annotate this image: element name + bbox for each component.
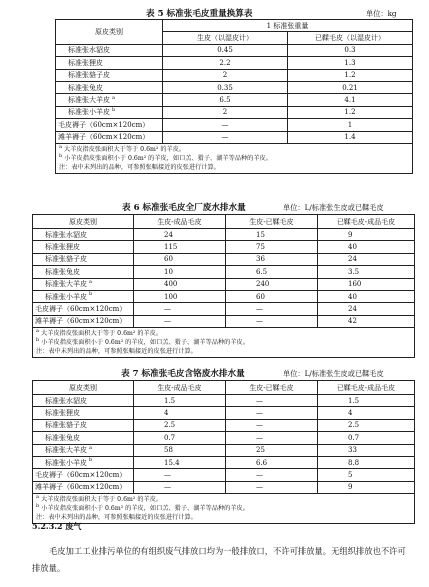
table-row xyxy=(56,69,413,81)
footnote-mark: a xyxy=(89,444,92,451)
header-raw: 生皮（以湿皮计） xyxy=(163,32,288,44)
note-b: 小羊皮指皮张面积小于 0.6m² 的羊皮，如口羔、猾子、湖羊等品种的羊皮。 xyxy=(64,154,272,162)
header-col1: 生皮-成品毛皮 xyxy=(134,215,226,229)
footnote-mark: b xyxy=(89,291,93,298)
header-group: 1 标准张重量 xyxy=(163,20,413,32)
row-label: 标准张兔皮 xyxy=(68,83,103,92)
cell-type xyxy=(33,407,134,419)
header-done: 已鞣毛皮（以湿皮计） xyxy=(288,32,413,44)
cell-a: — xyxy=(134,303,226,315)
table6-notes: $^a$ 大羊皮指皮张面积大于等于 0.6m² 的羊皮。 $^b$ 小羊皮指皮张面积小于 0.6m² 的羊皮，如口羔、猾子、湖羊等品种的羊皮。 注：表中未列出的品种，可参照张幅接近的皮张进行计算。 xyxy=(33,328,415,358)
table-notes-row xyxy=(33,328,415,358)
note-c: 注：表中未列出的品种，可参照张幅接近的皮张进行计算。 xyxy=(36,348,197,356)
cell-a: 15.4 xyxy=(134,456,226,468)
cell-b: 75 xyxy=(226,241,318,253)
table-row xyxy=(56,106,413,118)
header-type: 原皮类别 xyxy=(33,381,134,395)
table-notes-row xyxy=(56,143,413,173)
cell-c: 40 xyxy=(318,241,415,253)
cell-a: 0.7 xyxy=(134,432,226,444)
cell-done: 4.1 xyxy=(288,94,413,106)
cell-c: 9 xyxy=(318,229,415,241)
row-label: 标准张兔皮 xyxy=(45,267,80,276)
cell-type xyxy=(56,94,163,106)
row-label: 毛皮褥子（60cm×120cm） xyxy=(35,471,127,480)
row-label: 标准张水貂皮 xyxy=(68,46,110,55)
cell-b: — xyxy=(226,303,318,315)
cell-b: 36 xyxy=(226,253,318,265)
cell-b: 6.5 xyxy=(226,266,318,278)
cell-c: 160 xyxy=(318,278,415,290)
row-label: 毛皮褥子（60cm×120cm） xyxy=(58,120,150,129)
cell-a: — xyxy=(134,481,226,493)
cell-c: 3.5 xyxy=(318,266,415,278)
table-row xyxy=(33,481,415,493)
cell-b: — xyxy=(226,315,318,327)
cell-type xyxy=(33,395,134,407)
cell-type xyxy=(33,303,134,315)
cell-type xyxy=(56,106,163,118)
cell-type xyxy=(56,57,163,69)
cell-raw: 2 xyxy=(163,106,288,118)
table-row xyxy=(56,81,413,93)
table5-unit: 单位：kg xyxy=(366,9,397,18)
cell-type xyxy=(33,241,134,253)
cell-b: — xyxy=(226,419,318,431)
table-row xyxy=(33,469,415,481)
table6-title: 表 6 标准张毛皮全厂废水排水量 xyxy=(122,203,246,213)
footnote-mark: b xyxy=(89,457,93,464)
cell-type xyxy=(33,290,134,302)
header-col3: 已鞣毛皮-成品毛皮 xyxy=(318,381,415,395)
cell-type xyxy=(56,69,163,81)
table-row xyxy=(33,241,415,253)
row-label: 标准张小羊皮 xyxy=(68,108,110,117)
header-type: 原皮类别 xyxy=(56,20,163,45)
table-header-row xyxy=(33,215,415,229)
cell-a: 100 xyxy=(134,290,226,302)
cell-a: 4 xyxy=(134,407,226,419)
cell-raw: 0.35 xyxy=(163,81,288,93)
table-row xyxy=(33,407,415,419)
row-label: 标准张貉子皮 xyxy=(45,421,87,430)
cell-c: 4 xyxy=(318,407,415,419)
table7 xyxy=(32,380,415,524)
table-row xyxy=(33,315,415,327)
row-label: 滩羊褥子（60cm×120cm） xyxy=(35,317,127,326)
cell-done: 1.3 xyxy=(288,57,413,69)
cell-type xyxy=(33,253,134,265)
header-col1: 生皮-成品毛皮 xyxy=(134,381,226,395)
cell-raw: — xyxy=(163,119,288,131)
cell-a: — xyxy=(134,315,226,327)
table7-unit: 单位：L/标准张生皮或已鞣毛皮 xyxy=(283,369,384,378)
footnote-mark: a xyxy=(89,278,92,285)
cell-type xyxy=(33,315,134,327)
cell-b: 60 xyxy=(226,290,318,302)
cell-raw: 6.5 xyxy=(163,94,288,106)
cell-c: 5 xyxy=(318,469,415,481)
cell-type xyxy=(33,432,134,444)
table6-unit: 单位：L/标准张生皮或已鞣毛皮 xyxy=(283,203,384,212)
row-label: 标准张兔皮 xyxy=(45,433,80,442)
cell-type xyxy=(33,481,134,493)
note-a: 大羊皮指皮张面积大于等于 0.6m² 的羊皮。 xyxy=(63,145,186,153)
cell-b: 25 xyxy=(226,444,318,456)
cell-raw: 2.2 xyxy=(163,57,288,69)
row-label: 标准张水貂皮 xyxy=(45,230,87,239)
note-a: 大羊皮指皮张面积大于等于 0.6m² 的羊皮。 xyxy=(40,496,163,504)
header-col2: 生皮-已鞣毛皮 xyxy=(226,381,318,395)
table-row xyxy=(33,419,415,431)
table-row xyxy=(33,432,415,444)
table-row xyxy=(33,253,415,265)
row-label: 标准张大羊皮 xyxy=(45,280,87,289)
cell-done: 1.2 xyxy=(288,69,413,81)
cell-type xyxy=(33,419,134,431)
cell-type xyxy=(56,131,163,143)
cell-b: — xyxy=(226,481,318,493)
table5-title: 表 5 标准张毛皮重量换算表 xyxy=(146,9,253,19)
cell-type xyxy=(33,229,134,241)
row-label: 标准张狸皮 xyxy=(45,409,80,418)
table-row xyxy=(33,278,415,290)
cell-type xyxy=(33,278,134,290)
table-row xyxy=(56,94,413,106)
cell-a: 1.5 xyxy=(134,395,226,407)
cell-c: 1.5 xyxy=(318,395,415,407)
footnote-mark: a xyxy=(112,94,115,101)
table-row xyxy=(33,395,415,407)
table7-notes: $^a$ 大羊皮指皮张面积大于等于 0.6m² 的羊皮。 $^b$ 小羊皮指皮张面积小于 0.6m² 的羊皮，如口羔、猾子、湖羊等品种的羊皮。 注：表中未列出的品种，可参照张幅接近的皮张进行计算。 xyxy=(33,494,415,524)
table-row xyxy=(56,131,413,143)
cell-b: 240 xyxy=(226,278,318,290)
table-row xyxy=(56,44,413,56)
table-row xyxy=(33,303,415,315)
table-row xyxy=(33,290,415,302)
header-col2: 生皮-已鞣毛皮 xyxy=(226,215,318,229)
cell-type xyxy=(33,266,134,278)
table-row xyxy=(56,57,413,69)
cell-c: 33 xyxy=(318,444,415,456)
cell-type xyxy=(56,81,163,93)
cell-done: 0.3 xyxy=(288,44,413,56)
cell-a: 60 xyxy=(134,253,226,265)
cell-raw: 0.45 xyxy=(163,44,288,56)
row-label: 标准张大羊皮 xyxy=(45,446,87,455)
row-label: 滩羊褥子（60cm×120cm） xyxy=(58,133,150,142)
table-row xyxy=(33,444,415,456)
cell-c: 24 xyxy=(318,303,415,315)
row-label: 滩羊褥子（60cm×120cm） xyxy=(35,483,127,492)
cell-a: 58 xyxy=(134,444,226,456)
cell-b: 6.6 xyxy=(226,456,318,468)
cell-b: — xyxy=(226,469,318,481)
table-notes-row xyxy=(33,494,415,524)
table-row xyxy=(56,119,413,131)
cell-a: 115 xyxy=(134,241,226,253)
cell-type xyxy=(33,469,134,481)
cell-b: — xyxy=(226,432,318,444)
header-type: 原皮类别 xyxy=(33,215,134,229)
cell-type xyxy=(33,456,134,468)
row-label: 标准张小羊皮 xyxy=(45,458,87,467)
cell-b: — xyxy=(226,407,318,419)
cell-c: 8.8 xyxy=(318,456,415,468)
cell-raw: — xyxy=(163,131,288,143)
table6 xyxy=(32,214,415,358)
footnote-mark: b xyxy=(112,107,116,114)
header-col3: 已鞣毛皮-成品毛皮 xyxy=(318,215,415,229)
cell-a: — xyxy=(134,469,226,481)
cell-c: 24 xyxy=(318,253,415,265)
table7-title: 表 7 标准张毛皮含铬废水排水量 xyxy=(121,369,245,379)
table-header-row xyxy=(33,381,415,395)
cell-c: 42 xyxy=(318,315,415,327)
table5 xyxy=(55,19,413,174)
cell-c: 40 xyxy=(318,290,415,302)
cell-b: 15 xyxy=(226,229,318,241)
cell-type xyxy=(33,444,134,456)
cell-done: 1 xyxy=(288,119,413,131)
row-label: 标准张大羊皮 xyxy=(68,96,110,105)
table-header-row xyxy=(56,20,413,32)
row-label: 毛皮褥子（60cm×120cm） xyxy=(35,305,127,314)
cell-a: 24 xyxy=(134,229,226,241)
note-c: 注：表中未列出的品种，可参照张幅接近的皮张进行计算。 xyxy=(59,163,220,171)
table-row xyxy=(33,266,415,278)
table-row xyxy=(33,456,415,468)
note-a: 大羊皮指皮张面积大于等于 0.6m² 的羊皮。 xyxy=(40,330,163,338)
row-label: 标准张水貂皮 xyxy=(45,396,87,405)
table5-notes: $^a$ 大羊皮指皮张面积大于等于 0.6m² 的羊皮。 $^b$ 小羊皮指皮张面积小于 0.6m² 的羊皮，如口羔、猾子、湖羊等品种的羊皮。 注：表中未列出的品种，可参照张幅接近的皮张进行计算。 xyxy=(56,143,413,173)
cell-c: 0.7 xyxy=(318,432,415,444)
cell-a: 10 xyxy=(134,266,226,278)
cell-done: 1.4 xyxy=(288,131,413,143)
note-c: 注：表中未列出的品种，可参照张幅接近的皮张进行计算。 xyxy=(36,514,197,522)
row-label: 标准张小羊皮 xyxy=(45,292,87,301)
note-b: 小羊皮指皮张面积小于 0.6m² 的羊皮，如口羔、猾子、湖羊等品种的羊皮。 xyxy=(41,505,249,513)
cell-a: 2.5 xyxy=(134,419,226,431)
section-heading: 5.2.3.2 废气 xyxy=(32,521,82,531)
cell-a: 400 xyxy=(134,278,226,290)
row-label: 标准张狸皮 xyxy=(68,58,103,67)
cell-b: — xyxy=(226,395,318,407)
row-label: 标准张狸皮 xyxy=(45,243,80,252)
cell-type xyxy=(56,119,163,131)
row-label: 标准张貉子皮 xyxy=(45,255,87,264)
cell-done: 1.2 xyxy=(288,106,413,118)
cell-raw: 2 xyxy=(163,69,288,81)
row-label: 标准张貉子皮 xyxy=(68,71,110,80)
cell-c: 9 xyxy=(318,481,415,493)
cell-done: 0.21 xyxy=(288,81,413,93)
cell-type xyxy=(56,44,163,56)
note-b: 小羊皮指皮张面积小于 0.6m² 的羊皮，如口羔、猾子、湖羊等品种的羊皮。 xyxy=(41,339,249,347)
section-paragraph: 毛皮加工工业排污单位的有组织废气排放口均为一般排放口，不许可排放量。无组织排放也不许可排放量。 xyxy=(32,546,406,573)
table-row xyxy=(33,229,415,241)
cell-c: 2.5 xyxy=(318,419,415,431)
